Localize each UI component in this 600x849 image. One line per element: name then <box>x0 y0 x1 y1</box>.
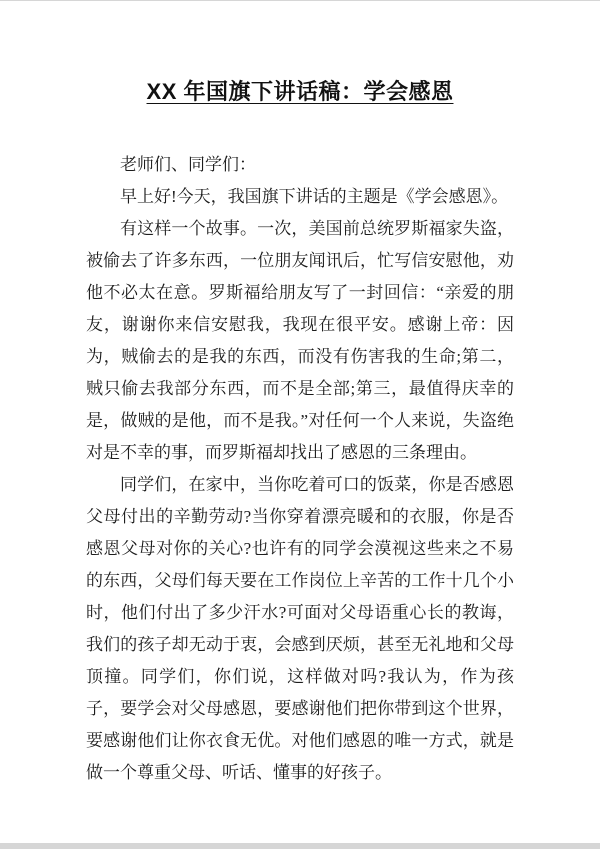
document-page <box>0 1 600 843</box>
story-paragraph: 有这样一个故事。一次，美国前总统罗斯福家失盗，被偷去了许多东西，一位朋友闻讯后，忙写信安慰他，劝他不必太在意。罗斯福给朋友写了一封回信：“亲爱的朋友，谢谢你来信安慰我，我现在很平安。感谢上帝：因为，贼偷去的是我的东西，而没有伤害我的生命;第二，贼只偷去我部分东西，而不是全部;第三，最值得庆幸的是，做贼的是他，而不是我。”对任何一个人来说，失盗绝对是不幸的事，而罗斯福却找出了感恩的三条理由。 <box>86 219 514 462</box>
document-title <box>0 1 600 106</box>
document-body <box>86 149 514 789</box>
salutation-paragraph: 老师们、同学们： <box>120 155 256 174</box>
lesson-paragraph: 同学们，在家中，当你吃着可口的饭菜，你是否感恩父母付出的辛勤劳动?当你穿着漂亮暖和的衣服，你是否感恩父母对你的关心?也许有的同学会漠视这些来之不易的东西，父母们每天要在工作岗位上辛苦的工作十几个小时，他们付出了多少汗水?可面对父母语重心长的教诲，我们的孩子却无动于衷，会感到厌烦，甚至无礼地和父母顶撞。同学们，你们说，这样做对吗?我认为，作为孩子，要学会对父母感恩，要感谢他们把你带到这个世界，要感谢他们让你衣食无优。对他们感恩的唯一方式，就是做一个尊重父母、听话、懂事的好孩子。 <box>86 475 514 782</box>
intro-paragraph: 早上好!今天，我国旗下讲话的主题是《学会感恩》。 <box>120 187 509 206</box>
document-title-text: XX 年国旗下讲话稿：学会感恩 <box>146 79 454 104</box>
